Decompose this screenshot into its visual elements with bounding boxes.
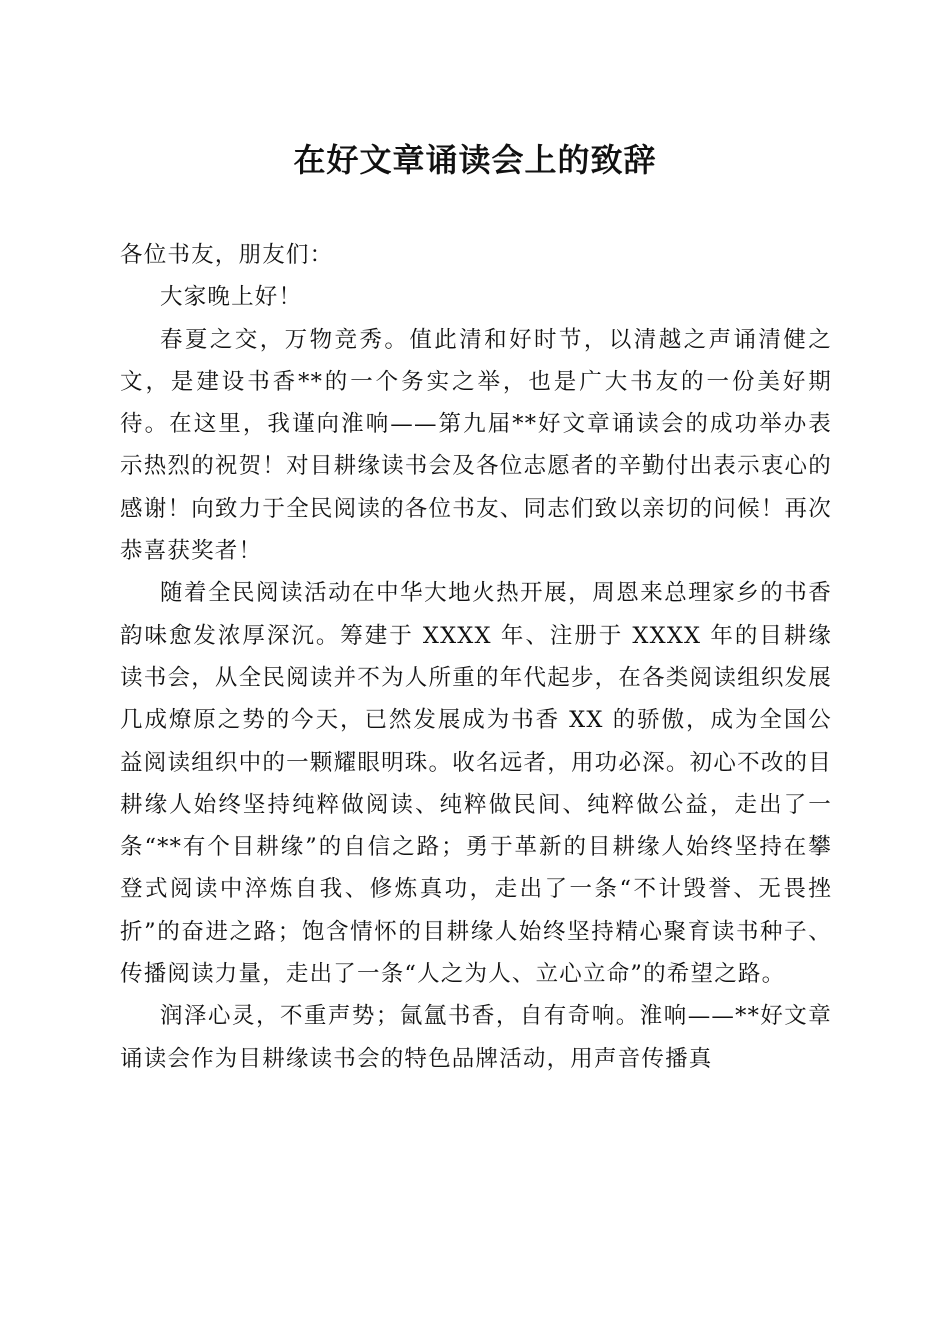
document-title: 在好文章诵读会上的致辞 xyxy=(293,141,657,179)
salutation: 各位书友，朋友们： xyxy=(120,242,334,268)
paragraph-greeting: 大家晚上好！ xyxy=(160,284,303,311)
paragraph-congratulations: 春夏之交，万物竞秀。值此清和好时节，以清越之声诵清健之文，是建设书香**的一个务实之举，也是广大书友的一份美好期待。在这里，我谨向淮响——第九届**好文章诵读会的成功举办表示热烈的祝贺！对目耕缘读书会及各位志愿者的辛勤付出表示衷心的感谢！向致力于全民阅读的各位书友、同志们致以亲切的问候！再次恭喜获奖者！ xyxy=(120,326,832,565)
paragraph-recital-event: 润泽心灵，不重声势；氤氲书香，自有奇响。淮响——**好文章诵读会作为目耕缘读书会的特色品牌活动，用声音传播真 xyxy=(120,1003,832,1072)
document-body xyxy=(120,234,832,1080)
paragraph-reading-club: 随着全民阅读活动在中华大地火热开展，周恩来总理家乡的书香韵味愈发浓厚深沉。筹建于 XXXX 年、注册于 XXXX 年的目耕缘读书会，从全民阅读并不为人所重的年代起步，在各类阅读组织发展几成燎原之势的今天，已然发展成为书香 XX 的骄傲，成为全国公益阅读组织中的一颗耀眼明珠。收名远者，用功必深。初心不改的目耕缘人始终坚持纯粹做阅读、纯粹做民间、纯粹做公益，走出了一条“**有个目耕缘”的自信之路；勇于革新的目耕缘人始终坚持在攀登式阅读中淬炼自我、修炼真功，走出了一条“不计毁誉、无畏挫折”的奋进之路；饱含情怀的目耕缘人始终坚持精心聚育读书种子、传播阅读力量，走出了一条“人之为人、立心立命”的希望之路。 xyxy=(120,580,832,988)
